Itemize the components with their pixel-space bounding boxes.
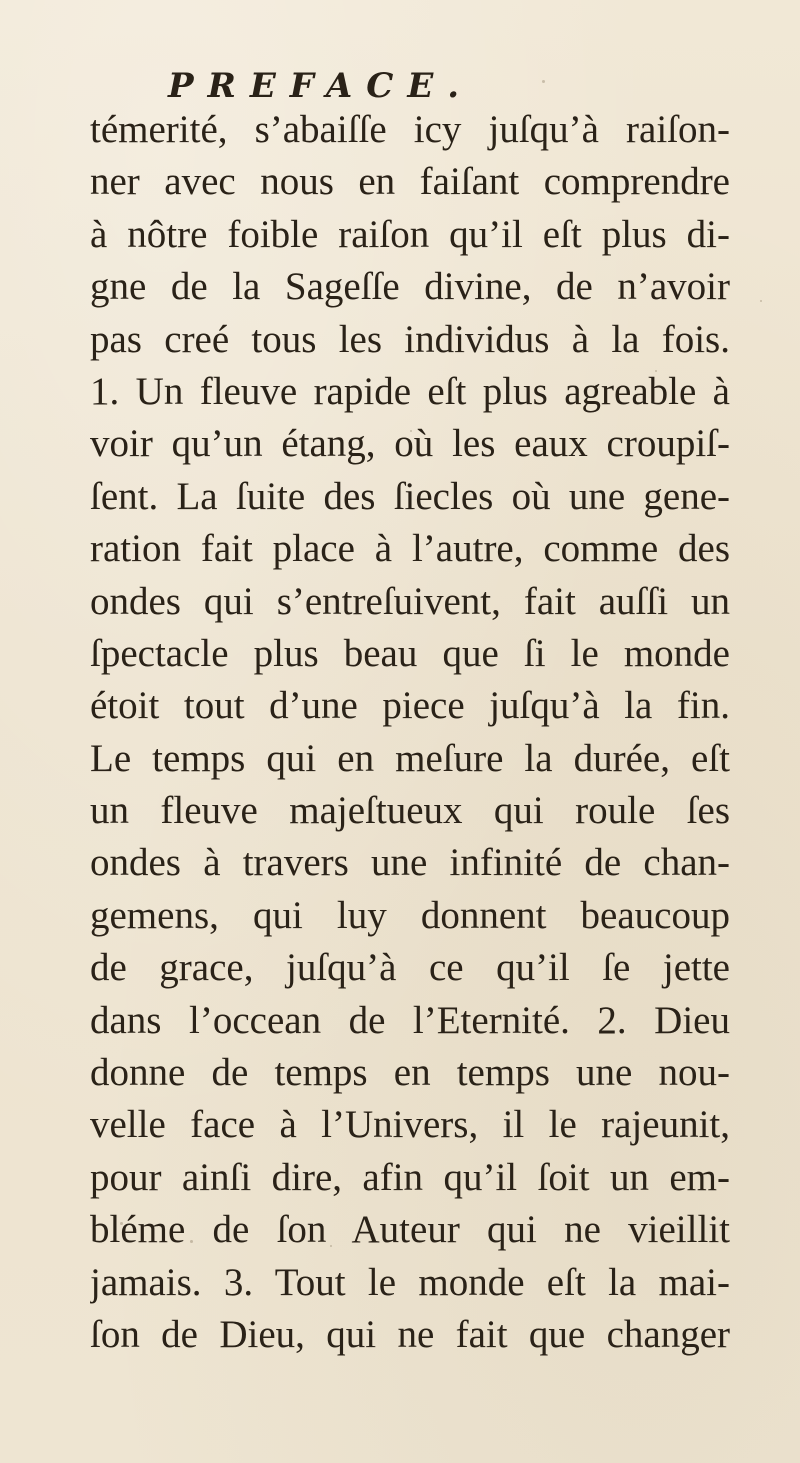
text-line: de grace, juſqu’à ce qu’il ſe jette	[90, 946, 730, 990]
text-line: ſent. La ſuite des ſiecles où une gene-	[90, 474, 730, 518]
text-line: ſon de Dieu, qui ne fait que changer	[90, 1312, 730, 1356]
paper-speck	[120, 1222, 123, 1225]
paper-speck	[190, 1240, 193, 1243]
text-line: Le temps qui en meſure la durée, eſt	[90, 736, 730, 780]
text-line: gemens, qui luy donnent beaucoup	[90, 893, 730, 937]
text-line: étoit tout d’une piece juſqu’à la fin.	[90, 684, 730, 728]
text-line: gne de la Sageſſe divine, de n’avoir	[90, 265, 730, 309]
text-line: jamais. 3. Tout le monde eſt la mai-	[90, 1260, 730, 1304]
text-line: bléme de ſon Auteur qui ne vieillit	[90, 1208, 730, 1252]
text-line: ner avec nous en faiſant comprendre	[90, 160, 730, 204]
paper-speck	[330, 1245, 332, 1247]
running-header: PREFACE.	[168, 66, 474, 106]
body-text	[90, 104, 730, 1361]
text-line: témerité, s’abaiſſe icy juſqu’à raiſon-	[90, 108, 730, 151]
text-line: 1. Un fleuve rapide eſt plus agreable à	[90, 369, 730, 413]
paper-speck	[410, 430, 412, 432]
text-line: donne de temps en temps une nou-	[90, 1051, 730, 1095]
text-line: velle face à l’Univers, il le rajeunit,	[90, 1103, 730, 1147]
text-line: ſpectacle plus beau que ſi le monde	[90, 631, 730, 675]
text-line: ondes à travers une infinité de chan-	[90, 841, 730, 885]
paper-speck	[560, 1118, 562, 1120]
text-line: voir qu’un étang, où les eaux croupiſ-	[90, 422, 730, 466]
text-line: pour ainſi dire, afin qu’il ſoit un em-	[90, 1155, 730, 1199]
paper-speck	[655, 370, 657, 372]
text-line: dans l’occean de l’Eternité. 2. Dieu	[90, 998, 730, 1042]
paper-speck	[542, 80, 545, 83]
text-line: ondes qui s’entreſuivent, fait auſſi un	[90, 579, 730, 623]
paper-speck	[760, 300, 762, 302]
text-line: pas creé tous les individus à la fois.	[90, 317, 730, 361]
text-line: un fleuve majeſtueux qui roule ſes	[90, 789, 730, 833]
text-line: ration fait place à l’autre, comme des	[90, 527, 730, 571]
text-line: à nôtre foible raiſon qu’il eſt plus di-	[90, 212, 730, 256]
